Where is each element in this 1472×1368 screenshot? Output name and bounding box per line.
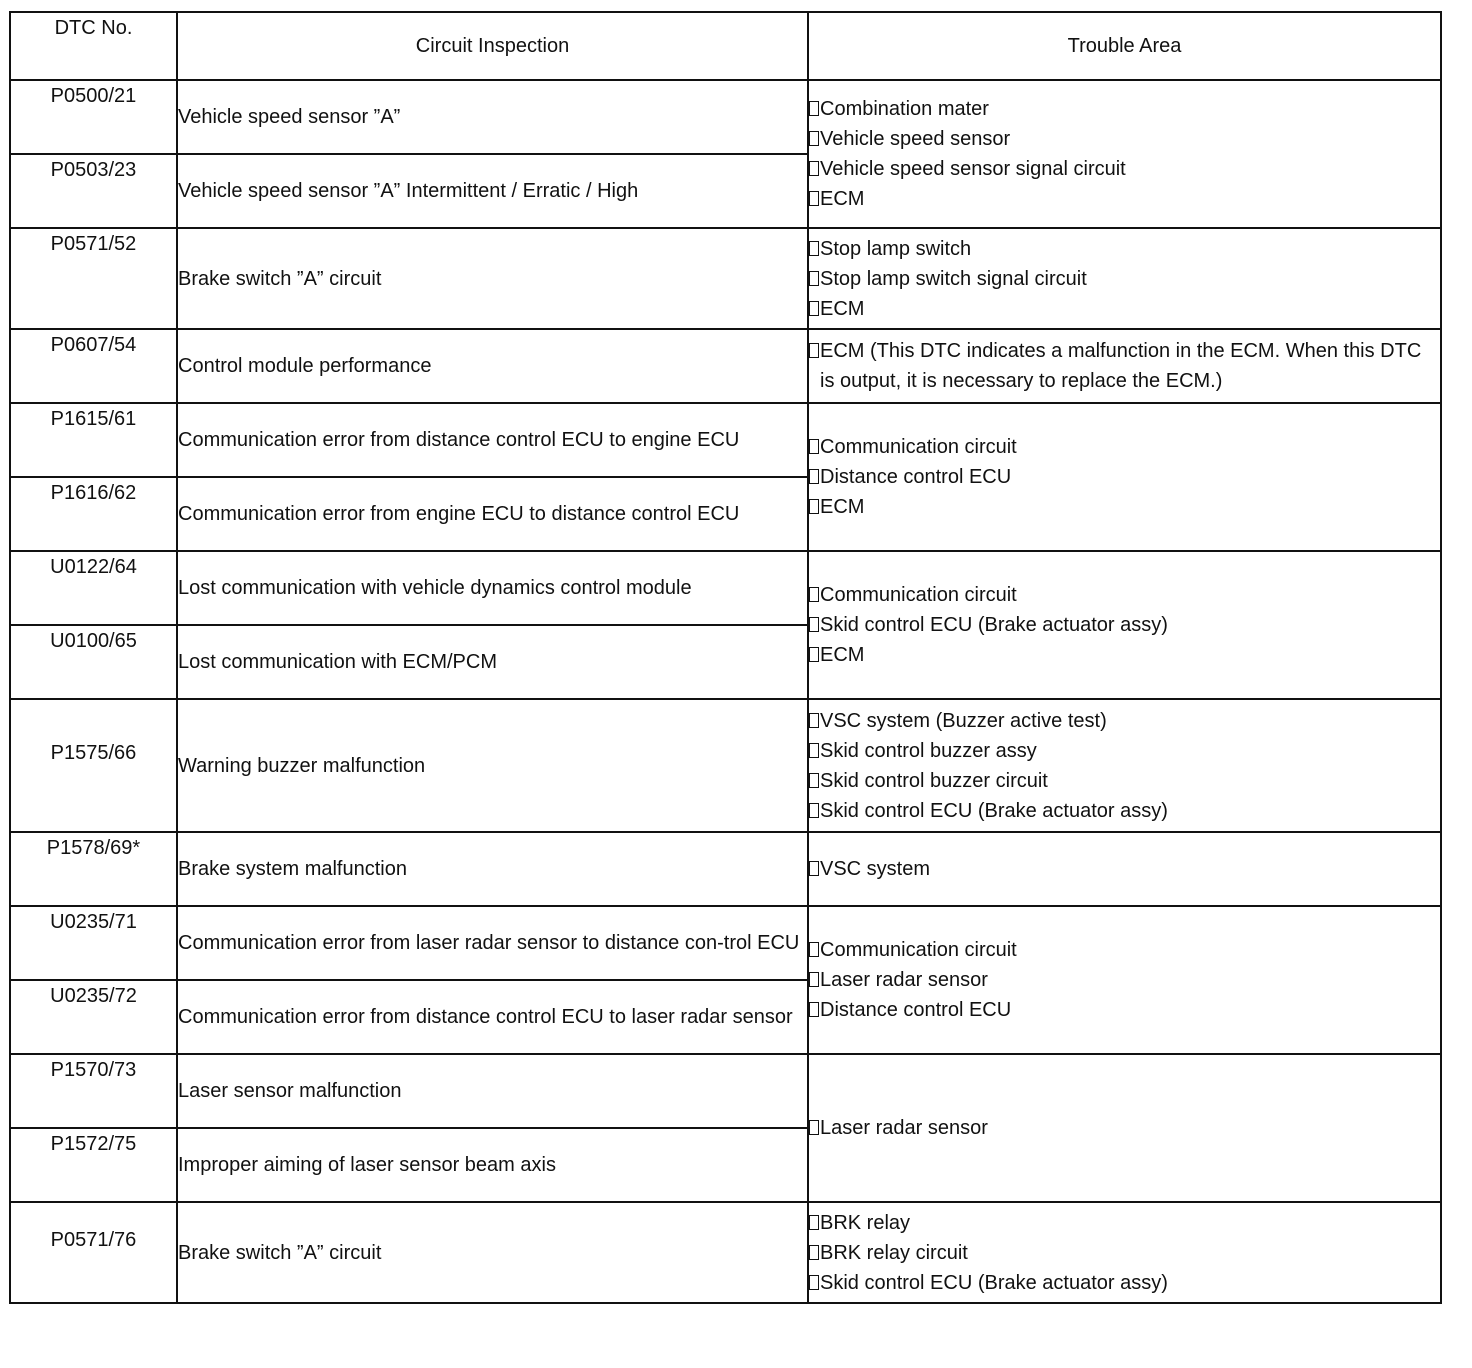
area-cell: [808, 832, 1441, 906]
dtc-cell: P0571/52: [10, 228, 177, 329]
trouble-area-item: [809, 336, 1440, 396]
trouble-area-item: [809, 492, 1440, 522]
table-row: [10, 832, 1441, 906]
header-row: [10, 12, 1441, 80]
trouble-area-item: [809, 1268, 1440, 1298]
circuit-cell: Improper aiming of laser sensor beam axis: [177, 1128, 808, 1202]
dtc-cell: U0100/65: [10, 625, 177, 699]
header-circuit: Circuit Inspection: [177, 12, 808, 80]
circuit-cell: Lost communication with vehicle dynamics control module: [177, 551, 808, 625]
circuit-cell: Communication error from engine ECU to distance control ECU: [177, 477, 808, 551]
circuit-cell: Brake switch ”A” circuit: [177, 1202, 808, 1303]
trouble-area-item: [809, 264, 1440, 294]
trouble-area-item: [809, 965, 1440, 995]
trouble-area-item: [809, 1113, 1440, 1143]
area-cell: [808, 403, 1441, 551]
dtc-cell: U0122/64: [10, 551, 177, 625]
dtc-cell: P1570/73: [10, 1054, 177, 1128]
area-cell: [808, 1054, 1441, 1202]
table-row: [10, 1202, 1441, 1303]
trouble-area-item: [809, 184, 1440, 214]
checkbox-square-icon: [809, 241, 819, 256]
checkbox-square-icon: [809, 972, 819, 987]
area-cell: [808, 228, 1441, 329]
trouble-area-text: Laser radar sensor: [820, 1117, 988, 1139]
trouble-area-item: [809, 995, 1440, 1025]
checkbox-square-icon: [809, 271, 819, 286]
header-dtc: DTC No.: [10, 12, 177, 80]
circuit-cell: Communication error from laser radar sensor to distance con-trol ECU: [177, 906, 808, 980]
checkbox-square-icon: [809, 161, 819, 176]
checkbox-square-icon: [809, 101, 819, 116]
trouble-area-text: Stop lamp switch signal circuit: [820, 267, 1087, 290]
circuit-cell: Communication error from distance control ECU to laser radar sensor: [177, 980, 808, 1054]
dtc-table: [9, 11, 1442, 1304]
trouble-area-item: [809, 124, 1440, 154]
table-row: [10, 906, 1441, 980]
checkbox-square-icon: [809, 1275, 819, 1290]
trouble-area-text: Combination mater: [820, 98, 989, 120]
circuit-cell: Brake switch ”A” circuit: [177, 228, 808, 329]
dtc-cell: P0607/54: [10, 329, 177, 403]
trouble-area-item: [809, 462, 1440, 492]
trouble-area-item: [809, 935, 1440, 965]
trouble-area-text: Skid control buzzer circuit: [820, 769, 1048, 792]
checkbox-square-icon: [809, 131, 819, 146]
circuit-cell: Vehicle speed sensor ”A”: [177, 80, 808, 154]
trouble-area-item: [809, 1238, 1440, 1268]
trouble-area-item: [809, 854, 1440, 884]
checkbox-square-icon: [809, 942, 819, 957]
trouble-area-text: Distance control ECU: [820, 466, 1012, 488]
trouble-area-item: [809, 1208, 1440, 1238]
dtc-cell: P0571/76: [10, 1202, 177, 1303]
checkbox-square-icon: [809, 617, 819, 632]
trouble-area-text: Distance control ECU: [820, 999, 1012, 1021]
trouble-area-text: Skid control ECU (Brake actuator assy): [820, 1271, 1168, 1294]
dtc-cell: U0235/72: [10, 980, 177, 1054]
circuit-cell: Vehicle speed sensor ”A” Intermittent / Erratic / High: [177, 154, 808, 228]
trouble-area-item: [809, 706, 1440, 736]
checkbox-square-icon: [809, 773, 819, 788]
dtc-cell: U0235/71: [10, 906, 177, 980]
dtc-cell: P1615/61: [10, 403, 177, 477]
trouble-area-text: VSC system (Buzzer active test): [820, 709, 1107, 732]
trouble-area-item: [809, 736, 1440, 766]
header-area: Trouble Area: [808, 12, 1441, 80]
checkbox-square-icon: [809, 713, 819, 728]
dtc-cell: P1575/66: [10, 699, 177, 832]
checkbox-square-icon: [809, 647, 819, 662]
trouble-area-text: Stop lamp switch: [820, 237, 972, 260]
trouble-area-item: [809, 766, 1440, 796]
trouble-area-text: Vehicle speed sensor signal circuit: [820, 158, 1126, 180]
trouble-area-text: ECM: [820, 188, 865, 210]
checkbox-square-icon: [809, 499, 819, 514]
table-row: [10, 329, 1441, 403]
trouble-area-text: Communication circuit: [820, 939, 1017, 961]
checkbox-square-icon: [809, 1215, 819, 1230]
area-cell: [808, 1202, 1441, 1303]
dtc-cell: P1578/69*: [10, 832, 177, 906]
trouble-area-item: [809, 796, 1440, 826]
checkbox-square-icon: [809, 1245, 819, 1260]
trouble-area-item: [809, 610, 1440, 640]
area-cell: [808, 906, 1441, 1054]
checkbox-square-icon: [809, 587, 819, 602]
table-row: [10, 551, 1441, 625]
trouble-area-text: ECM (This DTC indicates a malfunction in the ECM. When this DTC is output, it is necessary to replace the ECM.): [820, 340, 1422, 392]
table-row: [10, 228, 1441, 329]
area-cell: [808, 551, 1441, 699]
checkbox-square-icon: [809, 1120, 819, 1135]
trouble-area-text: Communication circuit: [820, 436, 1017, 458]
area-cell: [808, 699, 1441, 832]
dtc-cell: P0500/21: [10, 80, 177, 154]
checkbox-square-icon: [809, 343, 819, 358]
area-cell: [808, 329, 1441, 403]
circuit-cell: Brake system malfunction: [177, 832, 808, 906]
trouble-area-text: ECM: [820, 496, 865, 518]
checkbox-square-icon: [809, 191, 819, 206]
trouble-area-text: Vehicle speed sensor: [820, 128, 1011, 150]
trouble-area-text: Communication circuit: [820, 584, 1017, 606]
trouble-area-item: [809, 294, 1440, 324]
trouble-area-text: Skid control ECU (Brake actuator assy): [820, 799, 1168, 822]
table-row: [10, 699, 1441, 832]
checkbox-square-icon: [809, 469, 819, 484]
circuit-cell: Warning buzzer malfunction: [177, 699, 808, 832]
trouble-area-item: [809, 94, 1440, 124]
trouble-area-text: Skid control ECU (Brake actuator assy): [820, 614, 1168, 636]
circuit-cell: Lost communication with ECM/PCM: [177, 625, 808, 699]
dtc-cell: P1616/62: [10, 477, 177, 551]
dtc-cell: P1572/75: [10, 1128, 177, 1202]
trouble-area-item: [809, 154, 1440, 184]
trouble-area-item: [809, 234, 1440, 264]
trouble-area-text: BRK relay circuit: [820, 1241, 968, 1264]
trouble-area-text: ECM: [820, 644, 865, 666]
circuit-cell: Communication error from distance control ECU to engine ECU: [177, 403, 808, 477]
checkbox-square-icon: [809, 803, 819, 818]
checkbox-square-icon: [809, 861, 819, 876]
table-row: [10, 403, 1441, 477]
area-cell: [808, 80, 1441, 228]
checkbox-square-icon: [809, 1002, 819, 1017]
checkbox-square-icon: [809, 743, 819, 758]
trouble-area-item: [809, 432, 1440, 462]
dtc-cell: P0503/23: [10, 154, 177, 228]
trouble-area-text: ECM: [820, 297, 865, 320]
table-row: [10, 1054, 1441, 1128]
checkbox-square-icon: [809, 439, 819, 454]
trouble-area-item: [809, 640, 1440, 670]
table-row: [10, 80, 1441, 154]
checkbox-square-icon: [809, 301, 819, 316]
trouble-area-text: BRK relay: [820, 1211, 911, 1234]
trouble-area-text: Skid control buzzer assy: [820, 739, 1037, 762]
trouble-area-text: VSC system: [820, 858, 931, 880]
trouble-area-text: Laser radar sensor: [820, 969, 988, 991]
circuit-cell: Control module performance: [177, 329, 808, 403]
trouble-area-item: [809, 580, 1440, 610]
circuit-cell: Laser sensor malfunction: [177, 1054, 808, 1128]
